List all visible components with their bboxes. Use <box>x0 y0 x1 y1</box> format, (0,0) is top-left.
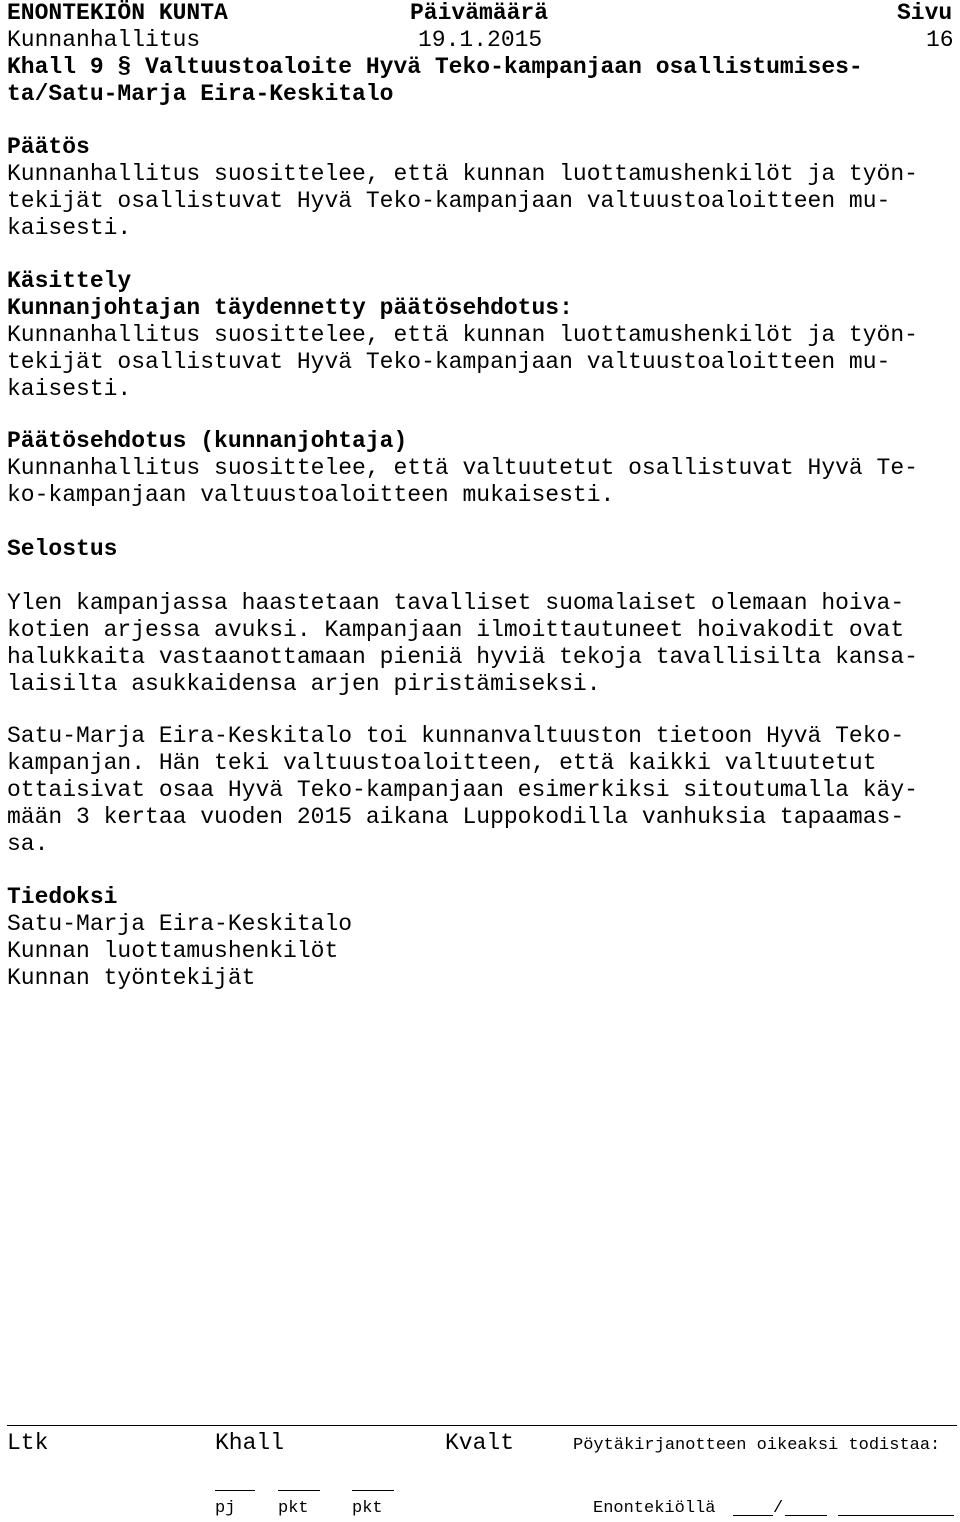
explanation-heading: Selostus <box>7 536 118 562</box>
signature-blank <box>838 1515 954 1516</box>
decision-line: Kunnanhallitus suosittelee, että kunnan luottamushenkilöt ja työn- <box>7 161 918 187</box>
explanation-section <box>7 536 952 563</box>
distribution-heading: Tiedoksi <box>7 884 118 910</box>
distribution-item: Kunnan luottamushenkilöt <box>7 938 339 964</box>
processing-line: kaisesti. <box>7 376 132 402</box>
footer-divider <box>7 1425 957 1426</box>
footer-kvalt: Kvalt <box>445 1430 515 1456</box>
processing-section <box>7 268 952 403</box>
explanation-line: Satu-Marja Eira-Keskitalo toi kunnanvaltuuston tietoon Hyvä Teko- <box>7 723 905 749</box>
decision-line: kaisesti. <box>7 215 132 241</box>
day-blank <box>733 1515 773 1516</box>
footer-place: Enontekiöllä <box>593 1499 716 1518</box>
explanation-line: halukkaita vastaanottamaan pieniä hyviä tekoja tavallisilta kansa- <box>7 644 918 670</box>
processing-subheading: Kunnanjohtajan täydennetty päätösehdotus: <box>7 295 573 321</box>
footer-pkt-1: pkt <box>278 1499 309 1518</box>
pkt-signature-line-1 <box>278 1490 320 1491</box>
processing-line: tekijät osallistuvat Hyvä Teko-kampanjaan valtuustoaloitteen mu- <box>7 349 891 375</box>
proposal-heading: Päätösehdotus (kunnanjohtaja) <box>7 428 408 454</box>
footer-pkt-2: pkt <box>352 1499 383 1518</box>
title-line-1: Khall 9 § Valtuustoaloite Hyvä Teko-kampanjaan osallistumises- <box>7 54 863 80</box>
header-date-label: Päivämäärä <box>410 0 549 26</box>
distribution-item: Kunnan työntekijät <box>7 965 256 991</box>
footer-certify: Pöytäkirjanotteen oikeaksi todistaa: <box>573 1436 941 1455</box>
explanation-paragraph-2 <box>7 723 952 858</box>
explanation-line: sa. <box>7 831 49 857</box>
proposal-section <box>7 428 952 509</box>
explanation-line: laisilta asukkaidensa arjen piristämiseksi. <box>7 671 601 697</box>
explanation-line: Ylen kampanjassa haastetaan tavalliset suomalaiset olemaan hoiva- <box>7 590 905 616</box>
proposal-line: ko-kampanjaan valtuustoaloitteen mukaisesti. <box>7 482 615 508</box>
decision-heading: Päätös <box>7 134 90 160</box>
footer-ltk: Ltk <box>7 1430 49 1456</box>
processing-line: Kunnanhallitus suosittelee, että kunnan luottamushenkilöt ja työn- <box>7 322 918 348</box>
header-date: 19.1.2015 <box>418 27 543 53</box>
header-page-number: 16 <box>926 27 954 53</box>
explanation-line: kotien arjessa avuksi. Kampanjaan ilmoittautuneet hoivakodit ovat <box>7 617 905 643</box>
pkt-signature-line-2 <box>352 1490 394 1491</box>
distribution-section <box>7 884 952 992</box>
page-title <box>7 54 952 108</box>
footer-khall: Khall <box>215 1430 285 1456</box>
pj-signature-line <box>215 1490 255 1491</box>
header-page-label: Sivu <box>897 0 953 26</box>
decision-section <box>7 134 952 242</box>
decision-line: tekijät osallistuvat Hyvä Teko-kampanjaan valtuustoaloitteen mu- <box>7 188 891 214</box>
explanation-paragraph-1 <box>7 590 952 698</box>
title-line-2: ta/Satu-Marja Eira-Keskitalo <box>7 81 394 107</box>
explanation-line: mään 3 kertaa vuoden 2015 aikana Luppokodilla vanhuksia tapaamas- <box>7 804 905 830</box>
proposal-line: Kunnanhallitus suosittelee, että valtuutetut osallistuvat Hyvä Te- <box>7 455 918 481</box>
processing-heading: Käsittely <box>7 268 132 294</box>
footer-pj: pj <box>215 1499 236 1518</box>
month-blank <box>785 1515 827 1516</box>
explanation-line: kampanjan. Hän teki valtuustoaloitteen, että kaikki valtuutetut <box>7 750 877 776</box>
header-body: Kunnanhallitus <box>7 27 201 53</box>
header-org: ENONTEKIÖN KUNTA <box>7 0 228 26</box>
explanation-line: ottaisivat osaa Hyvä Teko-kampanjaan esimerkiksi sitoutumalla käy- <box>7 777 918 803</box>
distribution-item: Satu-Marja Eira-Keskitalo <box>7 911 353 937</box>
footer-slash: / <box>773 1499 784 1518</box>
